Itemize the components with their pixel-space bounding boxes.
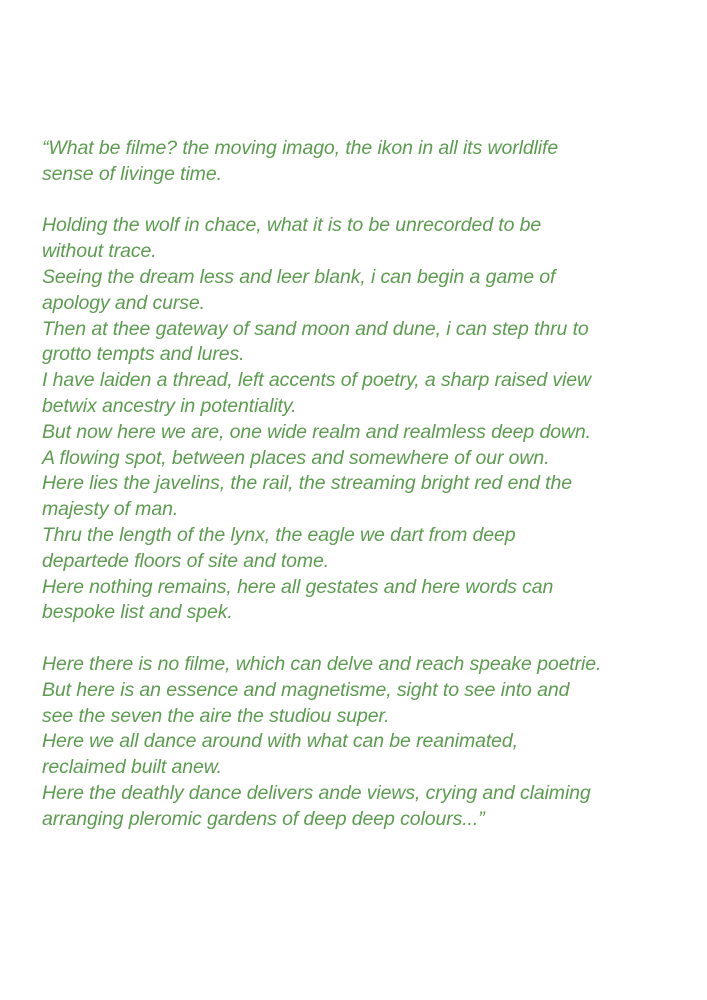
- poem-line: Thru the length of the lynx, the eagle we dart from deep: [42, 523, 516, 546]
- poem-line: Holding the wolf in chace, what it is to be unrecorded to be: [42, 214, 542, 237]
- poem-line: I have laiden a thread, left accents of poetry, a sharp raised view: [42, 369, 592, 392]
- poem-line: But now here we are, one wide realm and realmless deep down.: [42, 420, 591, 443]
- poem-line: Here nothing remains, here all gestates and here words can: [42, 575, 554, 598]
- stanza-3: [42, 652, 682, 833]
- poem-line: Seeing the dream less and leer blank, i can begin a game of: [42, 265, 556, 288]
- poem-line: sense of livinge time.: [42, 162, 222, 185]
- poem-line: Here the deathly dance delivers ande views, crying and claiming: [42, 781, 591, 804]
- poem-line: But here is an essence and magnetisme, sight to see into and: [42, 678, 570, 701]
- poem-line: without trace.: [42, 240, 157, 263]
- poem-line: Then at thee gateway of sand moon and dune, i can step thru to: [42, 317, 589, 340]
- poem-line: Here there is no filme, which can delve and reach speake poetrie.: [42, 652, 602, 675]
- poem-line: betwix ancestry in potentiality.: [42, 394, 297, 417]
- stanza-2: [42, 213, 682, 626]
- poem-line: departede floors of site and tome.: [42, 549, 330, 572]
- poem-text: [42, 136, 682, 858]
- poem-line: Here we all dance around with what can be reanimated,: [42, 730, 518, 753]
- stanza-1: [42, 136, 682, 188]
- poem-line: grotto tempts and lures.: [42, 343, 245, 366]
- poem-line: A flowing spot, between places and somewhere of our own.: [42, 446, 550, 469]
- poem-line: reclaimed built anew.: [42, 756, 222, 779]
- poem-line: Here lies the javelins, the rail, the streaming bright red end the: [42, 472, 572, 495]
- poem-line: “What be filme? the moving imago, the ikon in all its worldlife: [42, 137, 559, 159]
- poem-line: see the seven the aire the studiou super.: [42, 704, 390, 727]
- poem-line: arranging pleromic gardens of deep deep colours...”: [42, 807, 485, 830]
- poem-line: majesty of man.: [42, 498, 179, 521]
- poem-line: bespoke list and spek.: [42, 601, 233, 624]
- poem-line: apology and curse.: [42, 291, 205, 314]
